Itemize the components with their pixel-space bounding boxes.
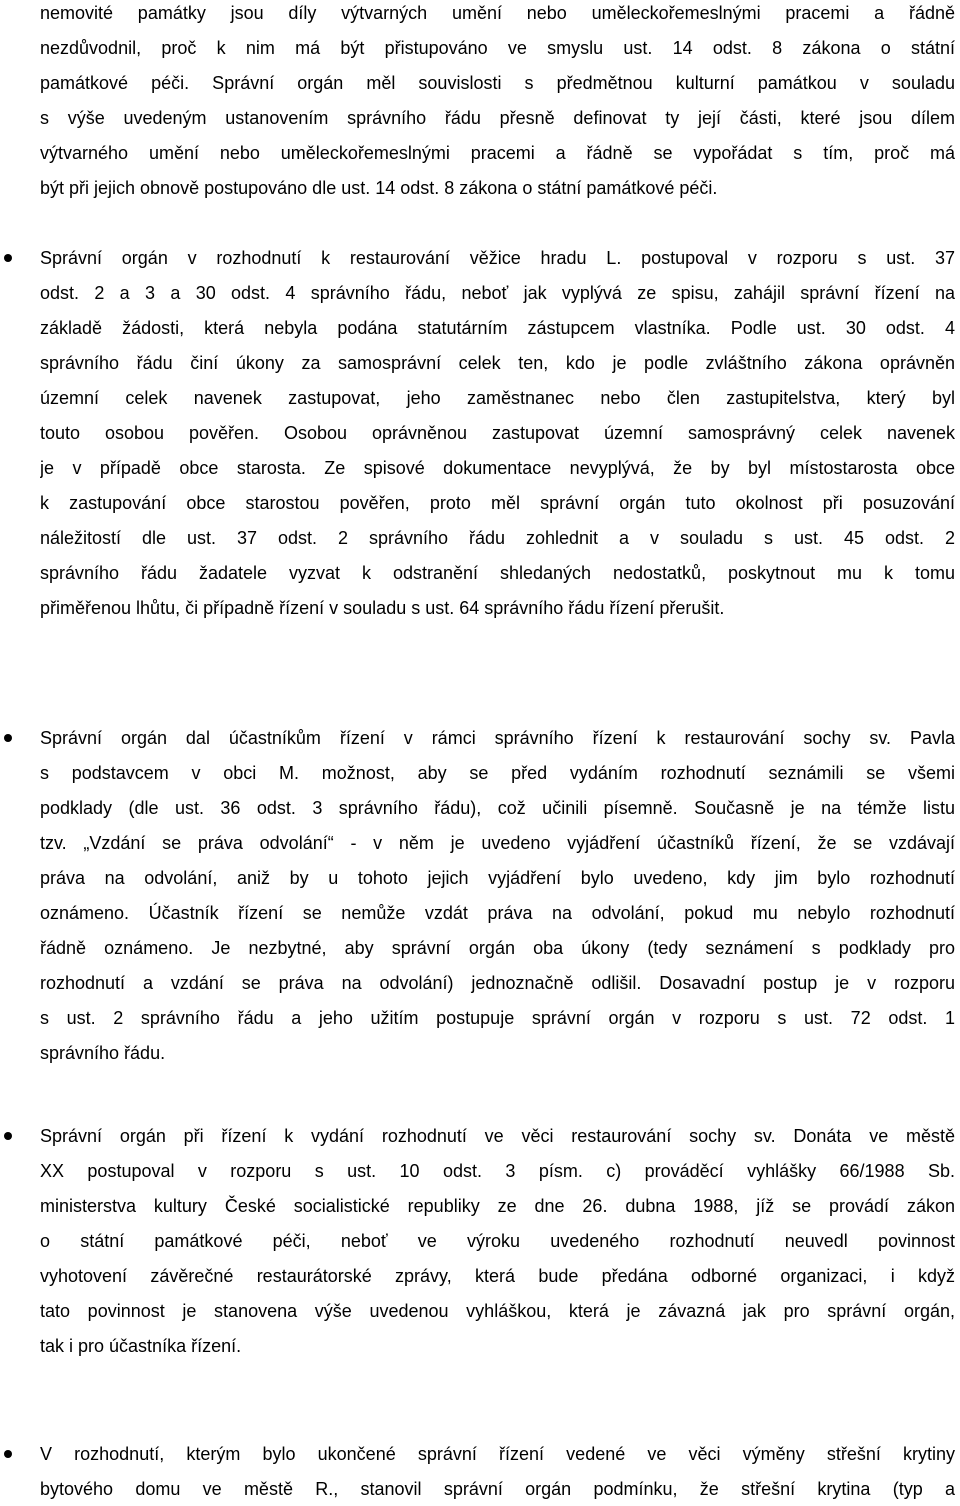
text-line: přiměřenou lhůtu, či případně řízení v souladu s ust. 64 správního řádu řízení přerušit. xyxy=(40,598,725,618)
text-line: bytového domu ve městě R., stanovil správní orgán podmínku, že střešní krytina (typ a xyxy=(40,1479,955,1499)
text-line: nezdůvodnil, proč k nim má být přistupováno ve smyslu ust. 14 odst. 8 zákona o státní xyxy=(40,38,955,58)
text-line: řádně oznámeno. Je nezbytné, aby správní orgán oba úkony (tedy seznámení s podklady pro xyxy=(40,938,955,958)
text-line: správního řádu činí úkony za samosprávní celek ten, kdo je podle zvláštního zákona oprávněn xyxy=(40,353,955,373)
bullet-icon xyxy=(4,1132,12,1140)
text-line: V rozhodnutí, kterým bylo ukončené správní řízení vedené ve věci výměny střešní krytiny xyxy=(40,1444,955,1464)
text-line: o státní památkové péči, neboť ve výroku uvedeného rozhodnutí neuvedl povinnost xyxy=(40,1231,955,1251)
text-line: s výše uvedeným ustanovením správního řádu přesně definovat ty její části, které jsou dílem xyxy=(40,108,955,128)
text-line: je v případě obce starosta. Ze spisové dokumentace nevyplývá, že by byl místostarosta obce xyxy=(40,458,955,478)
text-line: odst. 2 a 3 a 30 odst. 4 správního řádu, neboť jak vyplývá ze spisu, zahájil správní řízení na xyxy=(40,283,955,303)
bullet-icon xyxy=(4,254,12,262)
text-line: Správní orgán dal účastníkům řízení v rámci správního řízení k restaurování sochy sv. Pavla xyxy=(40,728,955,748)
text-line: základě žádosti, která nebyla podána statutárním zástupcem vlastníka. Podle ust. 30 odst. 4 xyxy=(40,318,955,338)
text-line: správního řádu žadatele vyzvat k odstranění shledaných nedostatků, poskytnout mu k tomu xyxy=(40,563,955,583)
text-line: ministerstva kultury České socialistické republiky ze dne 26. dubna 1988, jíž se provádí zákon xyxy=(40,1196,955,1216)
text-line: oznámeno. Účastník řízení se nemůže vzdát práva na odvolání, pokud mu nebylo rozhodnutí xyxy=(40,903,955,923)
text-line: být při jejich obnově postupováno dle ust. 14 odst. 8 zákona o státní památkové péči. xyxy=(40,178,718,198)
text-line: vyhotovení závěrečné restaurátorské zprávy, která bude předána odborné organizaci, i když xyxy=(40,1266,955,1286)
text-line: tak i pro účastníka řízení. xyxy=(40,1336,242,1356)
text-line: správního řádu. xyxy=(40,1043,166,1063)
bullet-icon xyxy=(4,1450,12,1458)
text-line: podklady (dle ust. 36 odst. 3 správního řádu), což učinili písemně. Současně je na témže listu xyxy=(40,798,955,818)
text-line: XX postupoval v rozporu s ust. 10 odst. 3 písm. c) prováděcí vyhlášky 66/1988 Sb. xyxy=(40,1161,955,1181)
text-line: k zastupování obce starostou pověřen, proto měl správní orgán tuto okolnost při posuzování xyxy=(40,493,955,513)
text-line: touto osobou pověřen. Osobou oprávněnou zastupovat územní samosprávný celek navenek xyxy=(40,423,955,443)
text-line: výtvarného umění nebo uměleckořemeslnými pracemi a řádně se vypořádat s tím, proč má xyxy=(40,143,955,163)
text-line: tato povinnost je stanovena výše uvedenou vyhláškou, která je závazná jak pro správní orgán, xyxy=(40,1301,955,1321)
text-line: s podstavcem v obci M. možnost, aby se před vydáním rozhodnutí seznámili se všemi xyxy=(40,763,955,783)
bullet-icon xyxy=(4,734,12,742)
text-line: nemovité památky jsou díly výtvarných umění nebo uměleckořemeslnými pracemi a řádně xyxy=(40,3,955,23)
text-line: tzv. „Vzdání se práva odvolání“ - v něm je uvedeno vyjádření účastníků řízení, že se vzdávají xyxy=(40,833,955,853)
text-line: rozhodnutí a vzdání se práva na odvolání) jednoznačně odlišil. Dosavadní postup je v rozporu xyxy=(40,973,955,993)
text-line: Správní orgán při řízení k vydání rozhodnutí ve věci restaurování sochy sv. Donáta ve městě xyxy=(40,1126,955,1146)
text-line: náležitostí dle ust. 37 odst. 2 správního řádu zohlednit a v souladu s ust. 45 odst. 2 xyxy=(40,528,955,548)
text-line: památkové péči. Správní orgán měl souvislosti s předmětnou kulturní památkou v souladu xyxy=(40,73,955,93)
text-line: práva na odvolání, aniž by u tohoto jejich vyjádření bylo uvedeno, kdy jim bylo rozhodnutí xyxy=(40,868,955,888)
text-line: Správní orgán v rozhodnutí k restaurování věžice hradu L. postupoval v rozporu s ust. 37 xyxy=(40,248,955,268)
text-line: územní celek navenek zastupovat, jeho zaměstnanec nebo člen zastupitelstva, který byl xyxy=(40,388,955,408)
text-line: s ust. 2 správního řádu a jeho užitím postupuje správní orgán v rozporu s ust. 72 odst. 1 xyxy=(40,1008,955,1028)
